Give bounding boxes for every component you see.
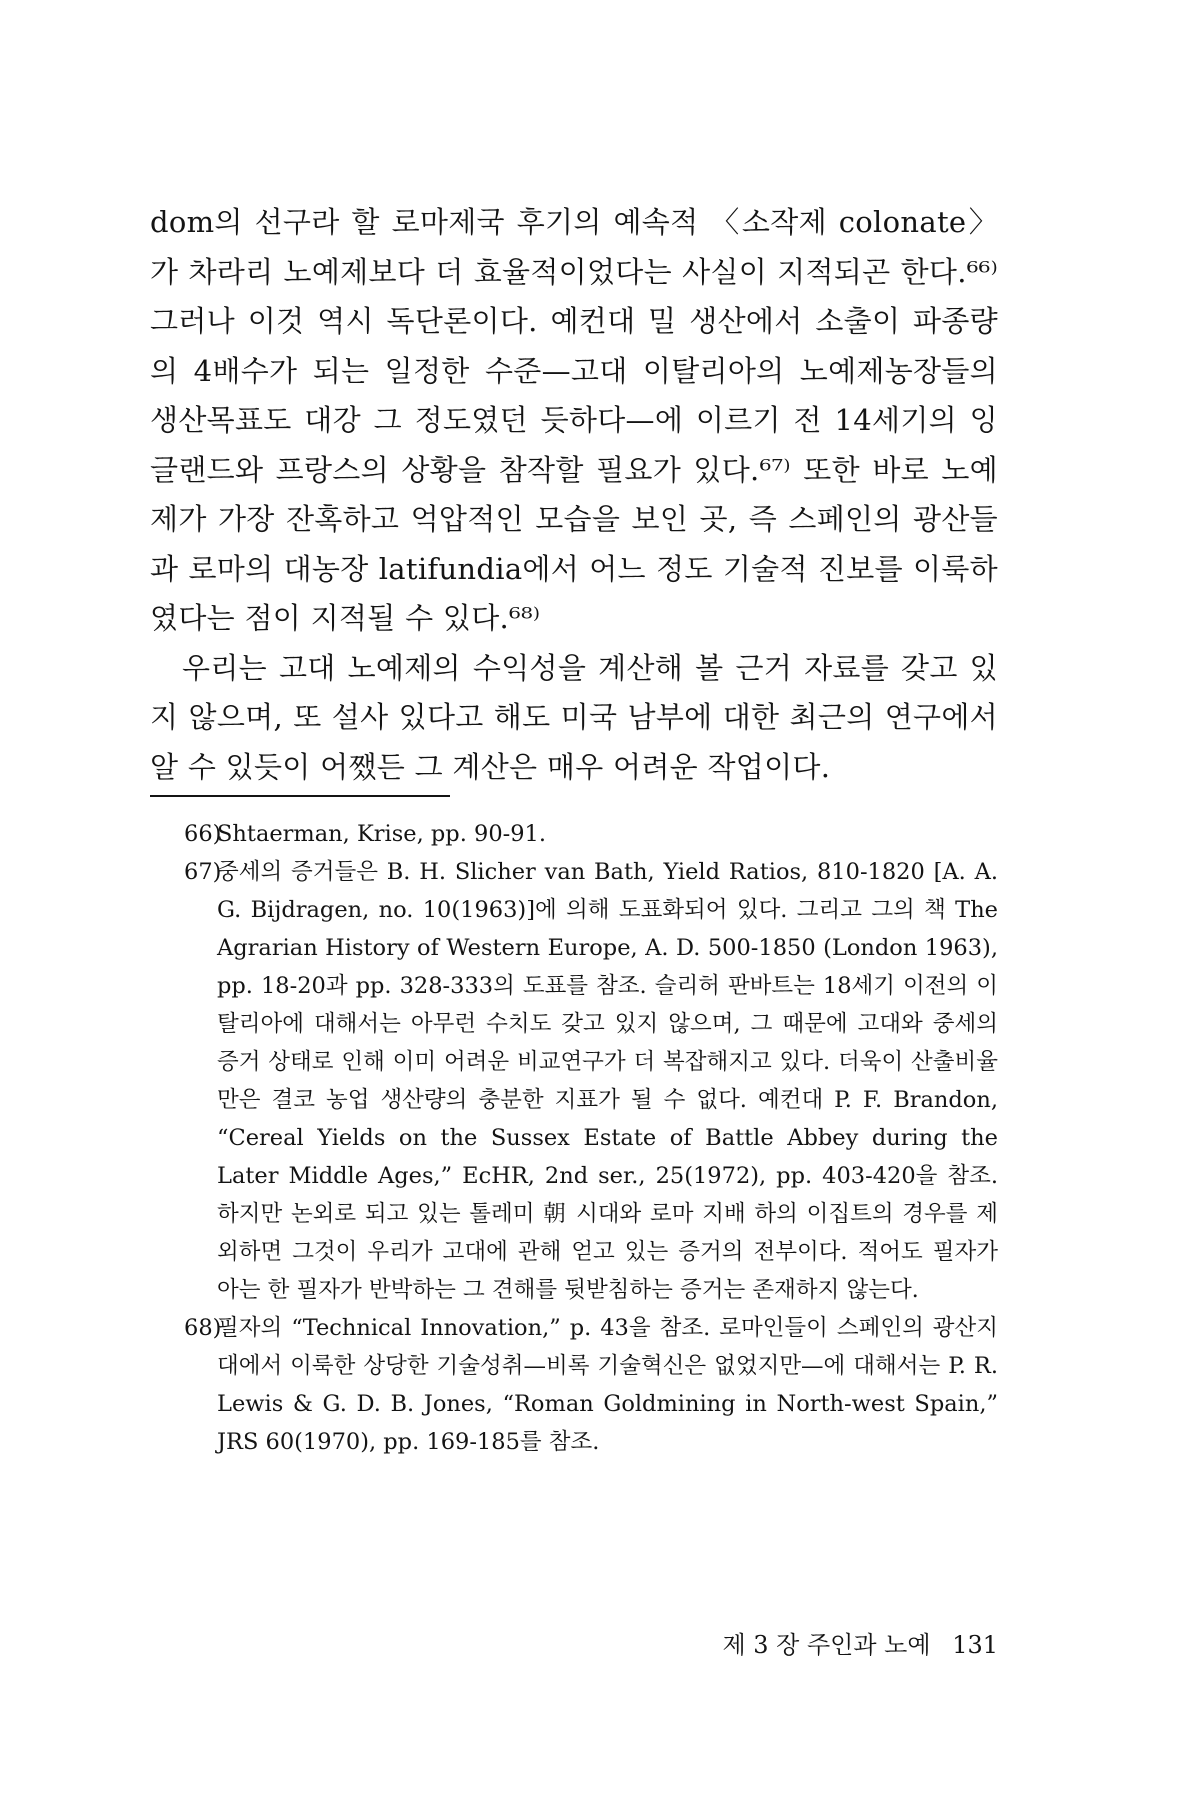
running-footer xyxy=(640,1625,998,1660)
footnote-number: 67) xyxy=(184,859,222,885)
footnote-68 xyxy=(184,1309,998,1461)
page-number: 131 xyxy=(952,1631,998,1659)
chapter-title: 제 3 장 주인과 노예 xyxy=(722,1631,931,1659)
footnote-number: 66) xyxy=(184,821,222,847)
footnote-text: Shtaerman, Krise, pp. 90-91. xyxy=(217,821,547,847)
footnote-number: 68) xyxy=(184,1315,222,1341)
main-text xyxy=(150,198,998,792)
footnote-67 xyxy=(184,853,998,1309)
footnotes xyxy=(184,815,998,1461)
body-paragraph: dom의 선구라 할 로마제국 후기의 예속적 〈소작제 colonate〉가 차라리 노예제보다 더 효율적이었다는 사실이 지적되곤 한다.⁶⁶⁾ 그러나 이것 역시 독단론이다. 예컨대 밀 생산에서 소출이 파종량의 4배수가 되는 일정한 수준—고대 이탈리아의 노예제농장들의 생산목표도 대강 그 정도였던 듯하다—에 이르기 전 14세기의 잉글랜드와 프랑스의 상황을 참작할 필요가 있다.⁶⁷⁾ 또한 바로 노예제가 가장 잔혹하고 억압적인 모습을 보인 곳, 즉 스페인의 광산들과 로마의 대농장 latifundia에서 어느 정도 기술적 진보를 이룩하였다는 점이 지적될 수 있다.⁶⁸⁾ xyxy=(150,205,998,635)
footnote-text: 중세의 증거들은 B. H. Slicher van Bath, Yield Ratios, 810-1820 [A. A. G. Bijdragen, no. 10(1963)]에 의해 도표화되어 있다. 그리고 그의 책 The Agrarian History of Western Europe, A. D. 500-1850 (London 1963), pp. 18-20과 pp. 328-333의 도표를 참조. 슬리허 판바트는 18세기 이전의 이탈리아에 대해서는 아무런 수치도 갖고 있지 않으며, 그 때문에 고대와 중세의 증거 상태로 인해 이미 어려운 비교연구가 더 복잡해지고 있다. 더욱이 산출비율만은 결코 농업 생산량의 충분한 지표가 될 수 없다. 예컨대 P. F. Brandon, “Cereal Yields on the Sussex Estate of Battle Abbey during the Later Middle Ages,” EcHR, 2nd ser., 25(1972), pp. 403-420을 참조. 하지만 논외로 되고 있는 톨레미 朝 시대와 로마 지배 하의 이집트의 경우를 제외하면 그것이 우리가 고대에 관해 얻고 있는 증거의 전부이다. 적어도 필자가 아는 한 필자가 반박하는 그 견해를 뒷받침하는 증거는 존재하지 않는다. xyxy=(217,859,998,1303)
footnote-66 xyxy=(184,815,998,853)
footnote-text: 필자의 “Technical Innovation,” p. 43을 참조. 로마인들이 스페인의 광산지대에서 이룩한 상당한 기술성취—비록 기술혁신은 없었지만—에 대해서는 P. R. Lewis & G. D. B. Jones, “Roman Goldmining in North-west Spain,” JRS 60(1970), pp. 169-185를 참조. xyxy=(217,1315,998,1455)
body-paragraph: 우리는 고대 노예제의 수익성을 계산해 볼 근거 자료를 갖고 있지 않으며, 또 설사 있다고 해도 미국 남부에 대한 최근의 연구에서 알 수 있듯이 어쨌든 그 계산은 매우 어려운 작업이다. xyxy=(150,650,998,784)
footnote-separator xyxy=(150,795,450,797)
